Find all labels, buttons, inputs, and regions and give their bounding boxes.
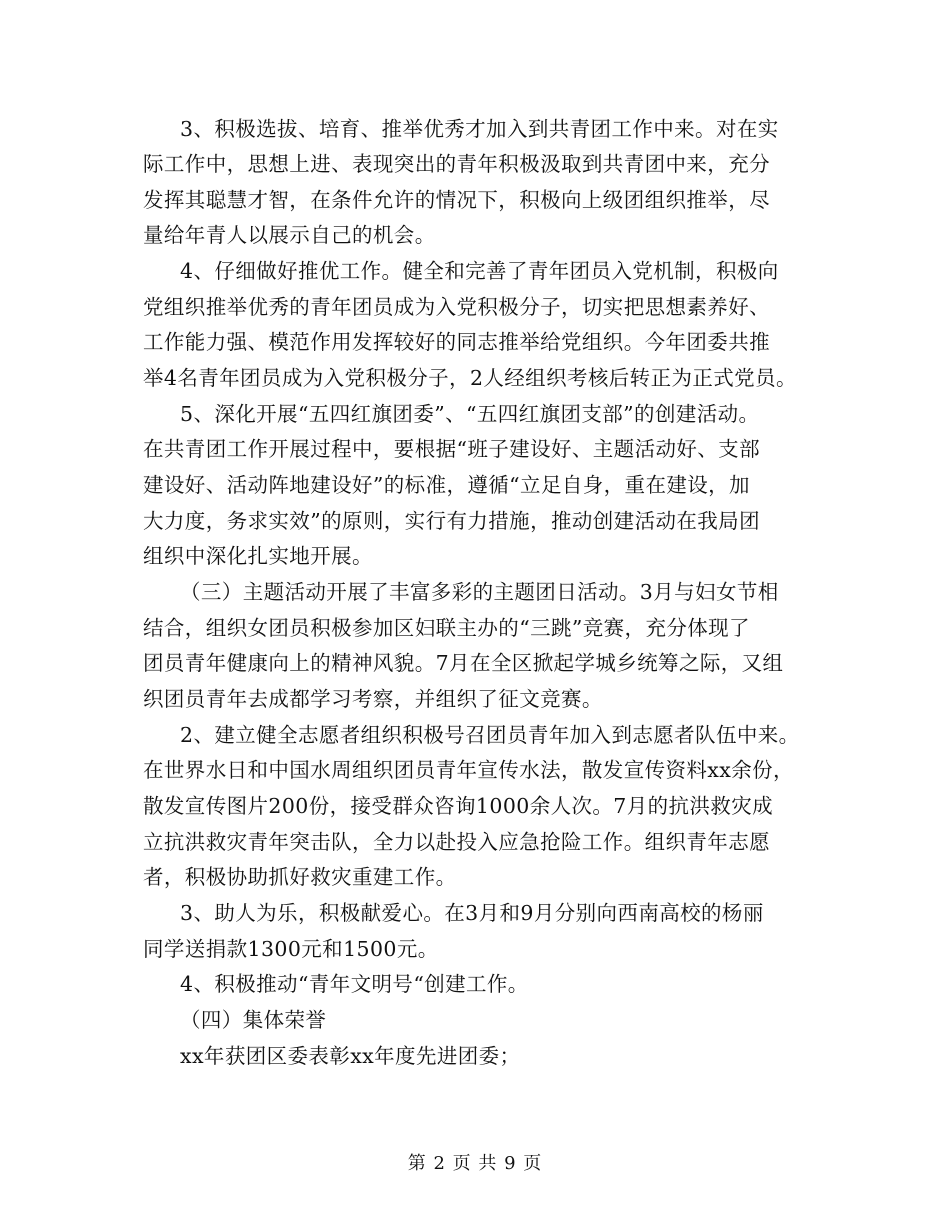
paragraph-line: 大力度，务求实效”的原则，实行有力措施，推动创建活动在我局团 [143, 509, 760, 533]
paragraph-line: 建设好、活动阵地建设好”的标准，遵循“立足自身，重在建设，加 [143, 473, 750, 497]
paragraph-line: 际工作中，思想上进、表现突出的青年积极汲取到共青团中来，充分 [143, 152, 770, 176]
paragraph-line: 结合，组织女团员积极参加区妇联主办的“三跳”竞赛，充分体现了 [143, 616, 750, 640]
paragraph-line: 在世界水日和中国水周组织团员青年宣传水法，散发宣传资料xx余份， [143, 758, 794, 782]
paragraph-line: 同学送捐款1300元和1500元。 [143, 937, 439, 961]
paragraph-line: 4、仔细做好推优工作。健全和完善了青年团员入党机制，积极向 [180, 259, 779, 283]
paragraph-line: xx年获团区委表彰xx年度先进团委； [180, 1044, 521, 1068]
paragraph-line: 织团员青年去成都学习考察，并组织了征文竞赛。 [143, 687, 603, 711]
paragraph-line: 立抗洪救灾青年突击队，全力以赴投入应急抢险工作。组织青年志愿 [143, 830, 770, 854]
paragraph-line: 4、积极推动“青年文明号“创建工作。 [180, 972, 529, 996]
page-footer: 第 2 页 共 9 页 [407, 1153, 543, 1174]
paragraph-line: 5、深化开展“五四红旗团委”、“五四红旗团支部”的创建活动。 [180, 402, 760, 426]
paragraph-line: 组织中深化扎实地开展。 [143, 544, 373, 568]
paragraph-line: 2、建立健全志愿者组织积极号召团员青年加入到志愿者队伍中来。 [180, 723, 800, 747]
paragraph-line: 3、积极选拔、培育、推举优秀才加入到共青团工作中来。对在实 [180, 117, 779, 141]
paragraph-line: 团员青年健康向上的精神风貌。7月在全区掀起学城乡统筹之际，又组 [143, 651, 784, 675]
paragraph-line: 3、助人为乐，积极献爱心。在3月和9月分别向西南高校的杨丽 [180, 901, 764, 925]
paragraph-line: 工作能力强、模范作用发挥较好的同志推举给党组织。今年团委共推 [143, 330, 770, 354]
paragraph-line: 量给年青人以展示自己的机会。 [143, 223, 436, 247]
paragraph-line: 在共青团工作开展过程中，要根据“班子建设好、主题活动好、支部 [143, 437, 760, 461]
paragraph-line: 散发宣传图片200份，接受群众咨询1000余人次。7月的抗洪救灾成 [143, 794, 774, 818]
paragraph-line: 举4名青年团员成为入党积极分子，2人经组织考核后转正为正式党员。 [143, 366, 797, 390]
paragraph-line: （三）主题活动开展了丰富多彩的主题团日活动。3月与妇女节相 [180, 580, 779, 604]
paragraph-line: 发挥其聪慧才智，在条件允许的情况下，积极向上级团组织推举，尽 [143, 188, 770, 212]
paragraph-line: 者，积极协助抓好救灾重建工作。 [143, 865, 457, 889]
paragraph-line: 党组织推举优秀的青年团员成为入党积极分子，切实把思想素养好、 [143, 295, 770, 319]
section-heading: （四）集体荣誉 [180, 1008, 327, 1032]
